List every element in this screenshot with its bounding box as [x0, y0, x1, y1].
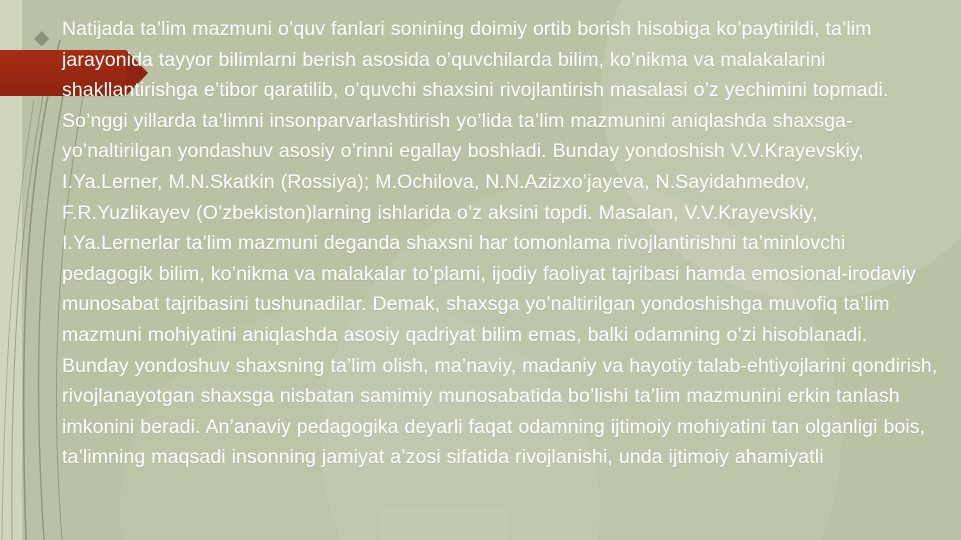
slide-body-text: Natijada ta’lim mazmuni o’quv fanlari sonining doimiy ortib borish hisobiga ko’paytirildi, ta’lim jarayonida tayyor bilimlarni berish asosida o’quvchilarda bilim, ko’nikma va malakalarini shakllantirishga e’tibor qaratilib, o’quvchi shaxsini rivojlantirish masalasi o’z yechimini topmadi. So’nggi yillarda ta’limni insonparvarlashtirish yo’lida ta’lim mazmunini aniqlashda shaxsga-yo’naltirilgan yondashuv asosiy o’rinni egallay boshladi. Bunday yondoshish V.V.Krayevskiy, I.Ya.Lerner, M.N.Skatkin (Rossiya); M.Ochilova, N.N.Azizxo’jayeva, N.Sayidahmedov, F.R.Yuzlikayev (O’zbekiston)larning ishlarida o’z aksini topdi. Masalan, V.V.Krayevskiy, I.Ya.Lernerlar ta’lim mazmuni deganda shaxsni har tomonlama rivojlantirishni ta’minlovchi pedagogik bilim, ko’nikma va malakalar to’plami, ijodiy faoliyat tajribasi hamda emosional-irodaviy munosabat tajribasini tushunadilar. Demak, shaxsga yo’naltirilgan yondoshishga muvofiq ta’lim mazmuni mohiyatini aniqlashda asosiy qadriyat bilim emas, balki odamning o’zi hisoblanadi. Bunday yondoshuv shaxsning ta’lim olish, ma’naviy, madaniy va hayotiy talab-ehtiyojlarini qondirish, rivojlanayotgan shaxsga nisbatan samimiy munosabatida bo’lishi ta’lim mazmunini erkin tanlash imkonini beradi. An’anaviy pedagogika deyarli faqat odamning ijtimoiy mohiyatini tan olganligi bois, ta’limning maqsadi insonning jamiyat a’zosi sifatida rivojlanishi, unda ijtimoiy ahamiyatli	[62, 18, 938, 469]
slide-content	[34, 14, 939, 473]
bullet-marker-icon: ◆	[34, 27, 50, 49]
